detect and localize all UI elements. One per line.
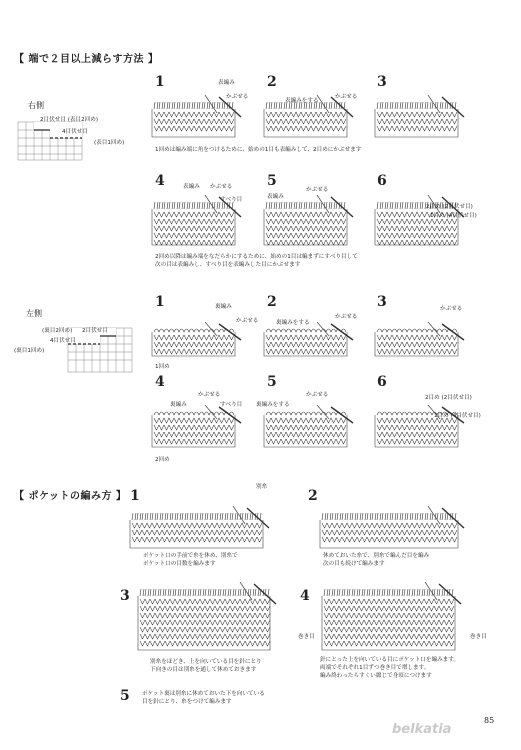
page-number: 85 <box>484 716 495 725</box>
right-step-1-number: 1 <box>155 74 165 90</box>
left-s1-label-cover: かぶせる <box>236 318 259 324</box>
left-s2-label-purl: 裏編みをする <box>276 320 310 326</box>
pocket-label-waste-yarn: 別糸 <box>256 484 268 490</box>
right-s2-label-knit: 表編みをする <box>285 98 319 104</box>
left-step-5-illustration <box>262 405 357 449</box>
right-side-label: 右側 <box>28 101 44 110</box>
pocket-caption-1-line-1: ポケット口の手前で糸を休め、別糸で <box>143 553 238 559</box>
right-s1-label-cover: かぶせる <box>226 94 249 100</box>
left-chart-label-1: (裏目2回め) <box>42 328 73 334</box>
left-side-label: 左側 <box>26 309 42 318</box>
pocket-step-2-illustration <box>318 506 468 550</box>
left-s6-label-1st: 1目め (4目伏せ目) <box>434 413 481 419</box>
right-note-2-line-1: 2回め以降は編み端をなだらかにするために、始めの1目は編まずにすべり目して <box>155 254 358 260</box>
left-step-3-number: 3 <box>377 294 387 310</box>
pocket-step-5-number: 5 <box>120 688 130 704</box>
pocket-caption-4-line-3: 編み終わったらすくい綴じで身頃につけます <box>320 673 432 679</box>
left-s6-label-2nd: 2目め (2目伏せ目) <box>425 395 472 401</box>
left-chart-label-4: (裏目1回め) <box>14 348 45 354</box>
pocket-caption-4-line-2: 両端でそれぞれ1目ずつ巻き目で増します。 <box>320 665 430 671</box>
left-step-1-illustration <box>150 322 245 358</box>
right-s5-label-cover: かぶせる <box>306 187 329 193</box>
left-step-1-number: 1 <box>155 294 165 310</box>
left-step-5-number: 5 <box>267 374 277 390</box>
section-title-pocket: 【 ポケットの編み方 】 <box>14 491 127 502</box>
right-s4-label-cover: かぶせる <box>210 184 233 190</box>
left-step-4-illustration <box>150 405 245 449</box>
left-s1-label-purl: 裏編み <box>215 304 232 310</box>
right-note-2-line-2: 次の目は表編みし、すべり目を表編みした目にかぶせます <box>155 262 301 268</box>
left-s4-label-slip: すべり目 <box>220 402 243 408</box>
right-s2-label-cover: かぶせる <box>335 94 358 100</box>
pocket-caption-3-line-1: 別糸をほどき、上を向いている目を針にとり <box>150 659 262 665</box>
right-step-2-number: 2 <box>267 74 277 90</box>
pocket-step-4-number: 4 <box>300 588 310 604</box>
right-chart-label-3: (表目1回め) <box>94 140 125 146</box>
pocket-label-cast-on-right: 巻き目 <box>470 634 487 640</box>
left-chart-label-3: 4目伏せ目 <box>50 338 76 344</box>
right-s1-label-knit: 表編み <box>218 80 235 86</box>
right-step-4-number: 4 <box>155 173 165 189</box>
brand-watermark: belkatia <box>392 722 452 737</box>
pocket-step-1-number: 1 <box>130 488 140 504</box>
pocket-step-3-number: 3 <box>120 588 130 604</box>
pocket-caption-1-line-2: ポケット口の目数を編みます <box>143 561 216 567</box>
left-step-4-number: 4 <box>155 374 165 390</box>
left-s5-label-purl: 裏編みをする <box>256 402 290 408</box>
right-s6-label-1st: 1目め (4目伏せ目) <box>430 213 477 219</box>
right-s4-label-knit: 表編み <box>183 184 200 190</box>
pocket-caption-2-line-2: 次の目も続けて編みます <box>323 561 385 567</box>
pocket-caption-4-line-1: 針にとった上を向いている目にポケット口を編みます。 <box>320 657 460 663</box>
pocket-caption-3-line-2: 下向きの目は別糸を通して休めておきます <box>150 667 257 673</box>
section-title-decrease: 【 端で２目以上減らす方法 】 <box>14 54 159 65</box>
pocket-step-4-illustration <box>320 582 465 652</box>
right-step-5-illustration <box>262 195 357 247</box>
pocket-step-1-illustration <box>128 506 273 550</box>
right-step-3-illustration <box>373 95 468 139</box>
right-step-6-number: 6 <box>377 173 387 189</box>
pocket-label-cast-on-left: 巻き目 <box>298 634 315 640</box>
left-step-2-illustration <box>262 322 357 358</box>
right-s5-label-knit: 表編み <box>267 194 284 200</box>
right-chart-label-1: 2目伏せ目 (表目2回め) <box>40 117 99 123</box>
left-s2-label-cover: かぶせる <box>335 314 358 320</box>
right-step-3-number: 3 <box>377 74 387 90</box>
left-step-6-number: 6 <box>377 374 387 390</box>
pocket-step-2-number: 2 <box>308 488 318 504</box>
left-s3-label-cover: かぶせる <box>440 306 463 312</box>
right-step-5-number: 5 <box>267 173 277 189</box>
right-chart-label-2: 4目伏せ目 <box>62 129 88 135</box>
right-s4-label-slip: すべり目 <box>220 197 243 203</box>
left-s4-label-cover: かぶせる <box>198 392 221 398</box>
left-round-1-label: 1回め <box>155 364 170 370</box>
right-step-1-illustration <box>150 95 245 139</box>
pocket-caption-5-line-1: ポケット裏は別糸に休めておいた下を向いている <box>142 691 265 697</box>
right-s6-label-2nd: 2目め (2目伏せ目) <box>426 204 473 210</box>
pocket-caption-2-line-1: 休めておいた糸で、別糸で編んだ目を編み <box>323 553 430 559</box>
left-s4-label-purl: 裏編み <box>170 402 187 408</box>
left-chart-label-2: 2目伏せ目 <box>82 328 108 334</box>
left-s5-label-cover: かぶせる <box>306 392 329 398</box>
left-step-3-illustration <box>373 322 468 358</box>
pocket-caption-5-line-2: 目を針にとり、糸をつけて編みます <box>142 699 232 705</box>
pocket-step-3-illustration <box>136 582 280 652</box>
left-step-2-number: 2 <box>267 294 277 310</box>
left-round-2-label: 2回め <box>155 457 170 463</box>
right-note-1: 1回めは編み端に角をつけるために、始めの1目も表編みして、2目めにかぶせます <box>155 147 362 153</box>
